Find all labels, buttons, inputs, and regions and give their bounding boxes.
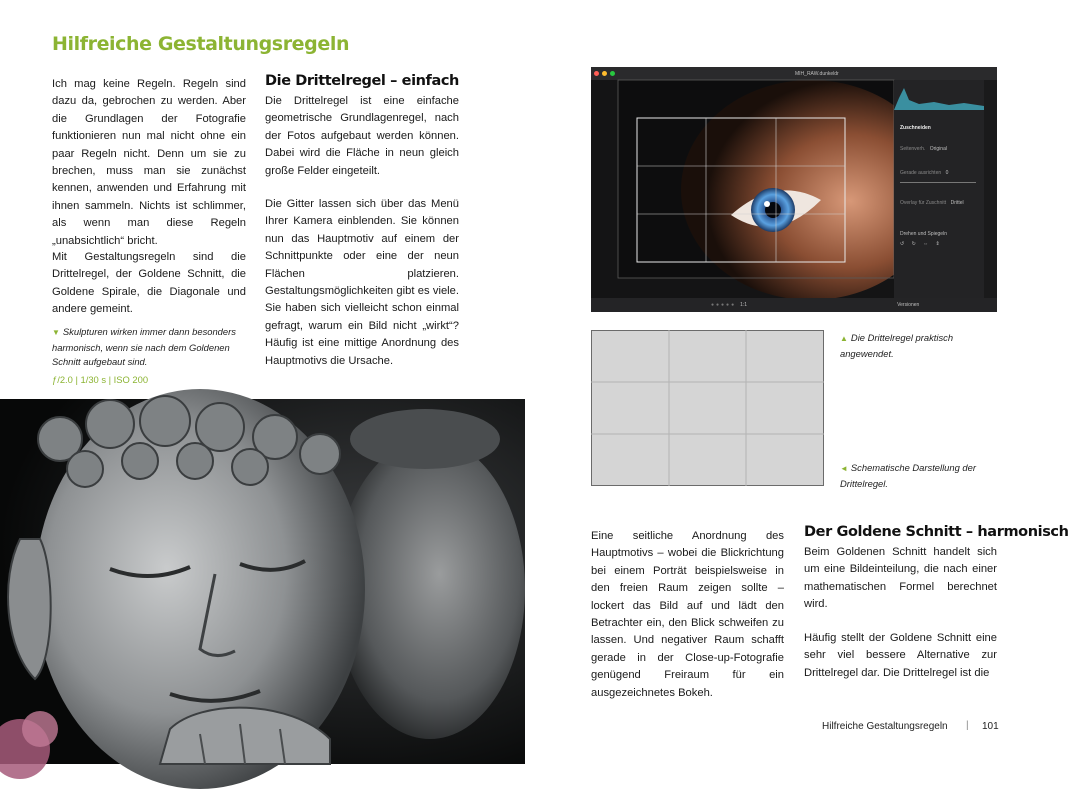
diagram-caption-text: Schematische Darstellung der Drittelregel. xyxy=(840,462,976,489)
buddha-sculpture-photo xyxy=(0,399,525,764)
aspect-label: Seitenverh. xyxy=(900,146,926,152)
panel-title: Zuschneiden xyxy=(900,125,931,131)
rotate-label: Drehen und Spiegeln xyxy=(900,231,947,237)
histogram xyxy=(894,80,984,110)
caption-arrow-left-icon: ◄ xyxy=(840,464,848,473)
caption-arrow-up-icon: ▲ xyxy=(840,334,848,343)
caption-arrow-down-icon: ▼ xyxy=(52,328,60,337)
diagram-caption xyxy=(840,461,980,491)
page-title: Hilfreiche Gestaltungsregeln xyxy=(52,33,350,55)
crop-panel xyxy=(894,80,984,298)
screenshot-caption-text: Die Drittelregel praktisch angewendet. xyxy=(840,332,954,359)
versions-button[interactable]: Versionen xyxy=(897,302,920,308)
straighten-row[interactable] xyxy=(900,161,984,183)
straighten-slider[interactable] xyxy=(900,182,976,183)
goldener-schnitt-paragraph-1: Beim Goldenen Schnitt handelt sich um eine Bildeinteilung, die nach einer mathematischen Formel berechnet wird. xyxy=(804,546,997,611)
zoom-window-icon xyxy=(610,71,615,76)
drittelregel-paragraph-2: Die Gitter lassen sich über das Menü Ihrer Kamera einblenden. Sie können nun das Hauptmotiv auf einem der Schnittpunkte oder eine der neun Flächen platzieren. Gestaltungsmöglichkeiten gibt es viele. Sie haben sich vielleicht schon einmal gefragt, warum ein Bild nicht „wirkt“? Häufig ist eine mittige Anordnung des Hauptmotivs die Ursache. xyxy=(265,198,459,367)
rating-stars[interactable]: ●●●●● xyxy=(711,302,737,308)
app-titlebar xyxy=(591,67,997,80)
goldener-schnitt-paragraph-2: Häufig stellt der Goldene Schnitt eine sehr viel bessere Alternative zur Drittelregel dar. Die Drittelregel ist die xyxy=(804,632,997,679)
overlay-value[interactable]: Drittel xyxy=(950,200,964,206)
filename-label: MIH_RAW.dunkeldr xyxy=(795,70,839,77)
cropped-eye-image xyxy=(591,80,894,298)
rule-of-thirds-diagram xyxy=(591,330,824,486)
intro-paragraph-2: Mit Gestaltungsregeln sind die Drittelregel, der Goldene Schnitt, die Goldene Spirale, die Diagonale und andere gemeint. xyxy=(52,251,246,316)
photo-exif: ƒ/2.0 | 1/30 s | ISO 200 xyxy=(52,374,149,385)
overlay-label: Overlay für Zuschnitt xyxy=(900,200,947,206)
intro-paragraph: Ich mag keine Regeln. Regeln sind dazu da, gebrochen zu werden. Aber die Grundlagen der Fotografie funktionieren nun mal nicht ohne ein paar Regeln nicht. Denn um sie zu brechen, muss man sie zunächst kennen, anwenden und Erfahrung mit ihnen sammeln. Nichts ist schlimmer, als wenn man diese Regeln „unabsichtlich“ bricht. xyxy=(52,78,246,247)
section-title-drittelregel: Die Drittelregel – einfach xyxy=(265,73,459,89)
aspect-value[interactable]: Original xyxy=(929,146,947,152)
thirds-grid-lines xyxy=(591,330,824,486)
overlay-row[interactable] xyxy=(900,191,984,209)
canvas-area xyxy=(591,80,894,298)
screenshot-caption xyxy=(840,331,980,361)
rotate-icons[interactable]: ↺ ↻ ⇔ ⇕ xyxy=(900,241,943,247)
zoom-level[interactable]: 1:1 xyxy=(740,302,748,308)
drittelregel-paragraph-1: Die Drittelregel ist eine einfache geometrische Grundlagenregel, nach der Fotos aufgebaut werden können. Dabei wird die Fläche in neun gleich große Felder eingeteilt. xyxy=(265,95,459,177)
running-footer-title: Hilfreiche Gestaltungsregeln xyxy=(822,721,948,732)
lightroom-crop-screenshot xyxy=(591,67,997,312)
aspect-row[interactable] xyxy=(900,137,984,155)
photo-caption-text: Skulpturen wirken immer dann besonders harmonisch, wenn sie nach dem Goldenen Schnitt aufgebaut sind. xyxy=(52,326,236,367)
photo-caption xyxy=(52,325,252,370)
buddha-sculpture-image xyxy=(0,399,525,764)
minimize-window-icon xyxy=(602,71,607,76)
tool-strip[interactable] xyxy=(984,80,997,298)
footer-separator: | xyxy=(966,720,969,731)
straighten-label: Gerade ausrichten xyxy=(900,170,942,176)
page-number: 101 xyxy=(982,721,999,732)
section-title-goldener-schnitt: Der Goldene Schnitt – harmonisch xyxy=(804,524,1069,540)
side-placement-paragraph: Eine seitliche Anordnung des Hauptmotivs – wobei die Blickrichtung bei einem Porträt beispielsweise in den freien Raum zeigen sollte – lockert das Bild auf und lädt den Betrachter ein, den Blick schweifen zu lassen. Und negativer Raum schafft gerade in der Close-up-Fotografie genügend Freiraum für ein ausgezeichnetes Bokeh. xyxy=(591,530,784,699)
filmstrip-bar xyxy=(591,298,997,312)
close-window-icon xyxy=(594,71,599,76)
straighten-value: 0 xyxy=(945,170,949,176)
